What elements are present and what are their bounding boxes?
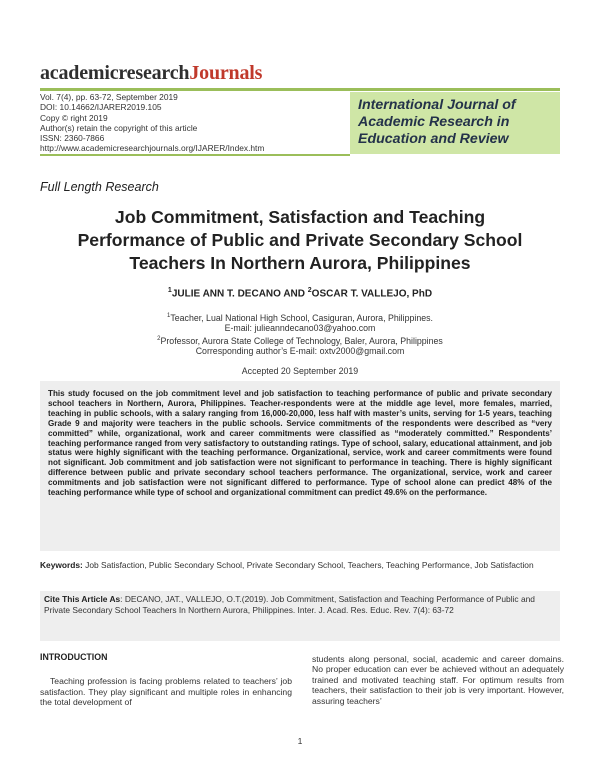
logo-main-text: academicresearch: [40, 62, 190, 84]
journal-name-line3: Education and Review: [358, 131, 509, 147]
header-rule: [40, 88, 560, 91]
body-column-left: [40, 652, 292, 708]
page-number: 1: [297, 736, 303, 746]
introduction-heading: INTRODUCTION: [40, 652, 108, 662]
meta-issn: ISSN: 2360-7866: [40, 133, 105, 144]
meta-retain: Author(s) retain the copyright of this article: [40, 122, 198, 133]
affiliations: [40, 311, 560, 356]
author1-name: JULIE ANN T. DECANO AND: [171, 288, 308, 300]
affil2-sup: 2: [157, 335, 161, 342]
meta-copyright: Copy © right 2019: [40, 112, 108, 123]
section-label: Full Length Research: [40, 180, 159, 194]
affiliation-1-email: E-mail: julieanndecano03@yahoo.com: [224, 323, 376, 334]
journal-name-line2: Academic Research in: [358, 114, 510, 130]
keywords-label: Keywords:: [40, 560, 83, 570]
introduction-paragraph-left: Teaching profession is facing problems related to teachers’ job satisfaction. They play significant and multiple roles in enhancing the total development of: [40, 676, 292, 708]
author-list: [40, 287, 560, 299]
article-meta: [40, 92, 350, 154]
corresponding-email: Corresponding author’s E-mail: oxtv2000@gmail.com: [195, 346, 405, 357]
article-title: [40, 206, 560, 275]
meta-url[interactable]: http://www.academicresearchjournals.org/IJARER/Index.htm: [40, 143, 265, 154]
title-line2: Performance of Public and Private Secondary School: [77, 230, 523, 250]
keywords: [40, 560, 560, 570]
author2-sup: 2: [307, 287, 312, 294]
logo-accent-text: Journals: [189, 62, 263, 84]
meta-doi: DOI: 10.14662/IJARER2019.105: [40, 102, 162, 113]
author2-name: OSCAR T. VALLEJO, PhD: [311, 288, 433, 300]
keywords-text: Job Satisfaction, Public Secondary School, Private Secondary School, Teachers, Teaching Performance, Job Satisfaction: [82, 560, 534, 570]
journal-name-line1: International Journal of: [358, 97, 516, 113]
meta-rule: [40, 154, 350, 156]
affiliation-2: $^2$Professor, Aurora State College of Technology, Baler, Aurora, Philippines: [157, 335, 443, 346]
affil1-sup: 1: [167, 313, 171, 319]
introduction-paragraph-right: students along personal, social, academic and career domains. No proper education can ever be achieved without an adequately trained and motivated teaching staff. For optimum results from teachers, their satisfaction to their job is very important. However, assuring teachers’: [312, 654, 564, 706]
title-line1: Job Commitment, Satisfaction and Teaching: [114, 207, 486, 227]
cite-text: : DECANO, JAT., VALLEJO, O.T.(2019). Job Commitment, Satisfaction and Teaching Performance of Public and Private Secondary School Teachers In Northern Aurora, Philippines. Inter. J. Acad. Res. Educ. Rev. 7(4): 63-72: [44, 594, 535, 615]
accepted-date: Accepted 20 September 2019: [241, 366, 359, 376]
cite-label: Cite This Article As: [44, 594, 121, 604]
citation-box: [40, 591, 560, 641]
journal-name-box: [350, 92, 560, 154]
publisher-logo: [40, 62, 262, 85]
title-line3: Teachers In Northern Aurora, Philippines: [129, 253, 471, 273]
meta-volume: Vol. 7(4), pp. 63-72, September 2019: [40, 92, 178, 102]
abstract-text: This study focused on the job commitment level and job satisfaction to teaching performance of public and private secondary school teachers in Northern, Aurora, Philippines. Teacher-respondents were at the middle age level, more females, married, teaching in public schools, with a salary ranging from 16,000-20,000, less half with master’s units, serving for 1-5 years, teaching Grade 9 and majority were teachers in the public schools. Service commitments of the respondents were described as “very committed” while, organizational, work and career commitments were classified as “moderately committed.” Respondents’ teaching performance ranged from very satisfactory to outstanding ratings. Type of school, salary, educational attainment, and job status were highly significant with the teaching performance. Organizational, service, work and career commitments were found not significant. Job commitment and job satisfaction were not significant to performance in teaching. There is highly significant difference between public and private secondary school teachers performance. The organizational, service, work and career commitments and job satisfaction were not significant differed to performance. Type of school alone can predict 48% of the teaching performance while type of school and organizational commitment can predict 49.6% on the performance.: [48, 389, 552, 498]
abstract-box: [40, 381, 560, 551]
author1-sup: 1: [167, 287, 172, 294]
affiliation-1: $^1$Teacher, Lual National High School, Casiguran, Aurora, Philippines.: [167, 312, 433, 323]
body-column-right: [312, 654, 564, 706]
